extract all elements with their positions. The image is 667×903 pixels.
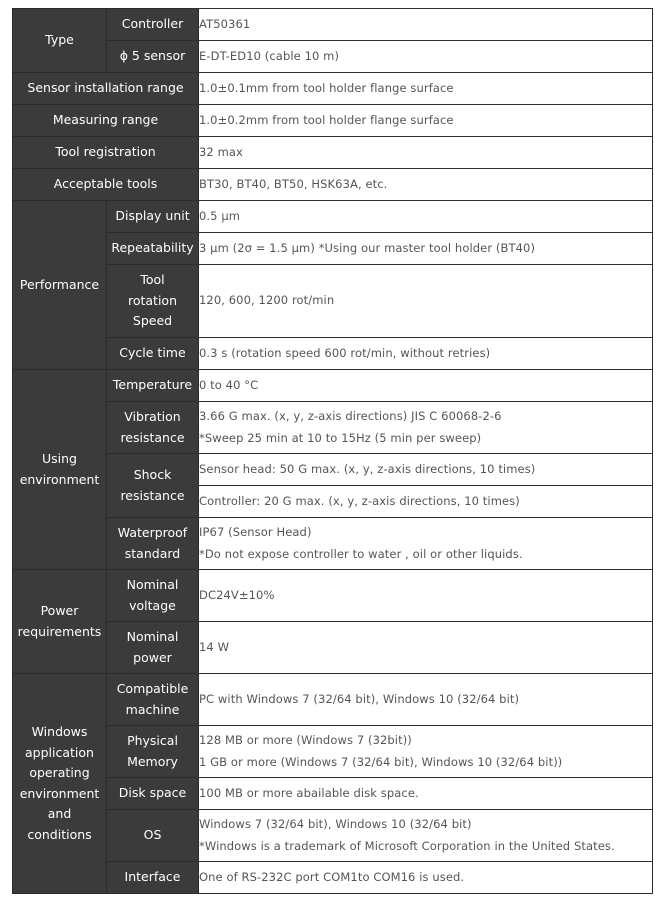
row-header-measuring-range: Measuring range bbox=[13, 105, 199, 137]
value-sensor: E-DT-ED10 (cable 10 m) bbox=[199, 41, 653, 73]
table-row bbox=[13, 810, 653, 862]
subheader-display-unit: Display unit bbox=[107, 201, 199, 233]
value-acceptable-tools: BT30, BT40, BT50, HSK63A, etc. bbox=[199, 169, 653, 201]
value-repeatability: 3 μm (2σ = 1.5 μm) *Using our master tool holder (BT40) bbox=[199, 233, 653, 265]
subheader-sensor: ϕ 5 sensor bbox=[107, 41, 199, 73]
row-header-using-environment: Using environment bbox=[13, 370, 107, 570]
table-row bbox=[13, 674, 653, 726]
table-row bbox=[13, 570, 653, 622]
subheader-shock-resistance: Shock resistance bbox=[107, 454, 199, 518]
row-header-tool-registration: Tool registration bbox=[13, 137, 199, 169]
subheader-compatible-machine: Compatible machine bbox=[107, 674, 199, 726]
value-shock-controller: Controller: 20 G max. (x, y, z-axis directions, 10 times) bbox=[199, 486, 653, 518]
value-waterproof-standard: IP67 (Sensor Head) *Do not expose controller to water , oil or other liquids. bbox=[199, 518, 653, 570]
table-row bbox=[13, 9, 653, 41]
subheader-waterproof-standard: Waterproof standard bbox=[107, 518, 199, 570]
subheader-os: OS bbox=[107, 810, 199, 862]
table-row bbox=[13, 73, 653, 105]
table-row bbox=[13, 201, 653, 233]
subheader-nominal-power: Nominal power bbox=[107, 622, 199, 674]
row-header-windows-environment: Windows application operating environment and conditions bbox=[13, 674, 107, 894]
value-os: Windows 7 (32/64 bit), Windows 10 (32/64 bit) *Windows is a trademark of Microsoft Corporation in the United States. bbox=[199, 810, 653, 862]
row-header-type: Type bbox=[13, 9, 107, 73]
table-row bbox=[13, 726, 653, 778]
table-row bbox=[13, 402, 653, 454]
row-header-sensor-installation-range: Sensor installation range bbox=[13, 73, 199, 105]
value-temperature: 0 to 40 °C bbox=[199, 370, 653, 402]
subheader-nominal-voltage: Nominal voltage bbox=[107, 570, 199, 622]
value-disk-space: 100 MB or more abailable disk space. bbox=[199, 778, 653, 810]
value-interface: One of RS-232C port COM1to COM16 is used. bbox=[199, 862, 653, 894]
value-tool-registration: 32 max bbox=[199, 137, 653, 169]
table-row bbox=[13, 370, 653, 402]
subheader-tool-rotation-speed: Tool rotation Speed bbox=[107, 265, 199, 338]
value-shock-sensor-head: Sensor head: 50 G max. (x, y, z-axis directions, 10 times) bbox=[199, 454, 653, 486]
spec-table bbox=[12, 8, 653, 894]
value-display-unit: 0.5 μm bbox=[199, 201, 653, 233]
table-row bbox=[13, 41, 653, 73]
subheader-repeatability: Repeatability bbox=[107, 233, 199, 265]
table-row bbox=[13, 137, 653, 169]
subheader-vibration-resistance: Vibration resistance bbox=[107, 402, 199, 454]
value-compatible-machine: PC with Windows 7 (32/64 bit), Windows 10 (32/64 bit) bbox=[199, 674, 653, 726]
table-row bbox=[13, 105, 653, 137]
table-row bbox=[13, 338, 653, 370]
row-header-acceptable-tools: Acceptable tools bbox=[13, 169, 199, 201]
table-row bbox=[13, 778, 653, 810]
value-tool-rotation-speed: 120, 600, 1200 rot/min bbox=[199, 265, 653, 338]
table-row bbox=[13, 518, 653, 570]
value-cycle-time: 0.3 s (rotation speed 600 rot/min, without retries) bbox=[199, 338, 653, 370]
subheader-interface: Interface bbox=[107, 862, 199, 894]
row-header-power-requirements: Power requirements bbox=[13, 570, 107, 674]
value-vibration-resistance: 3.66 G max. (x, y, z-axis directions) JIS C 60068-2-6 *Sweep 25 min at 10 to 15Hz (5 min per sweep) bbox=[199, 402, 653, 454]
subheader-cycle-time: Cycle time bbox=[107, 338, 199, 370]
subheader-temperature: Temperature bbox=[107, 370, 199, 402]
subheader-physical-memory: Physical Memory bbox=[107, 726, 199, 778]
row-header-performance: Performance bbox=[13, 201, 107, 370]
table-row bbox=[13, 233, 653, 265]
value-controller: AT50361 bbox=[199, 9, 653, 41]
value-measuring-range: 1.0±0.2mm from tool holder flange surface bbox=[199, 105, 653, 137]
value-sensor-installation-range: 1.0±0.1mm from tool holder flange surface bbox=[199, 73, 653, 105]
value-nominal-voltage: DC24V±10% bbox=[199, 570, 653, 622]
table-row bbox=[13, 454, 653, 486]
table-row bbox=[13, 862, 653, 894]
value-nominal-power: 14 W bbox=[199, 622, 653, 674]
table-row bbox=[13, 622, 653, 674]
subheader-disk-space: Disk space bbox=[107, 778, 199, 810]
subheader-controller: Controller bbox=[107, 9, 199, 41]
table-row bbox=[13, 265, 653, 338]
value-physical-memory: 128 MB or more (Windows 7 (32bit)) 1 GB or more (Windows 7 (32/64 bit), Windows 10 (32/64 bit)) bbox=[199, 726, 653, 778]
table-row bbox=[13, 169, 653, 201]
